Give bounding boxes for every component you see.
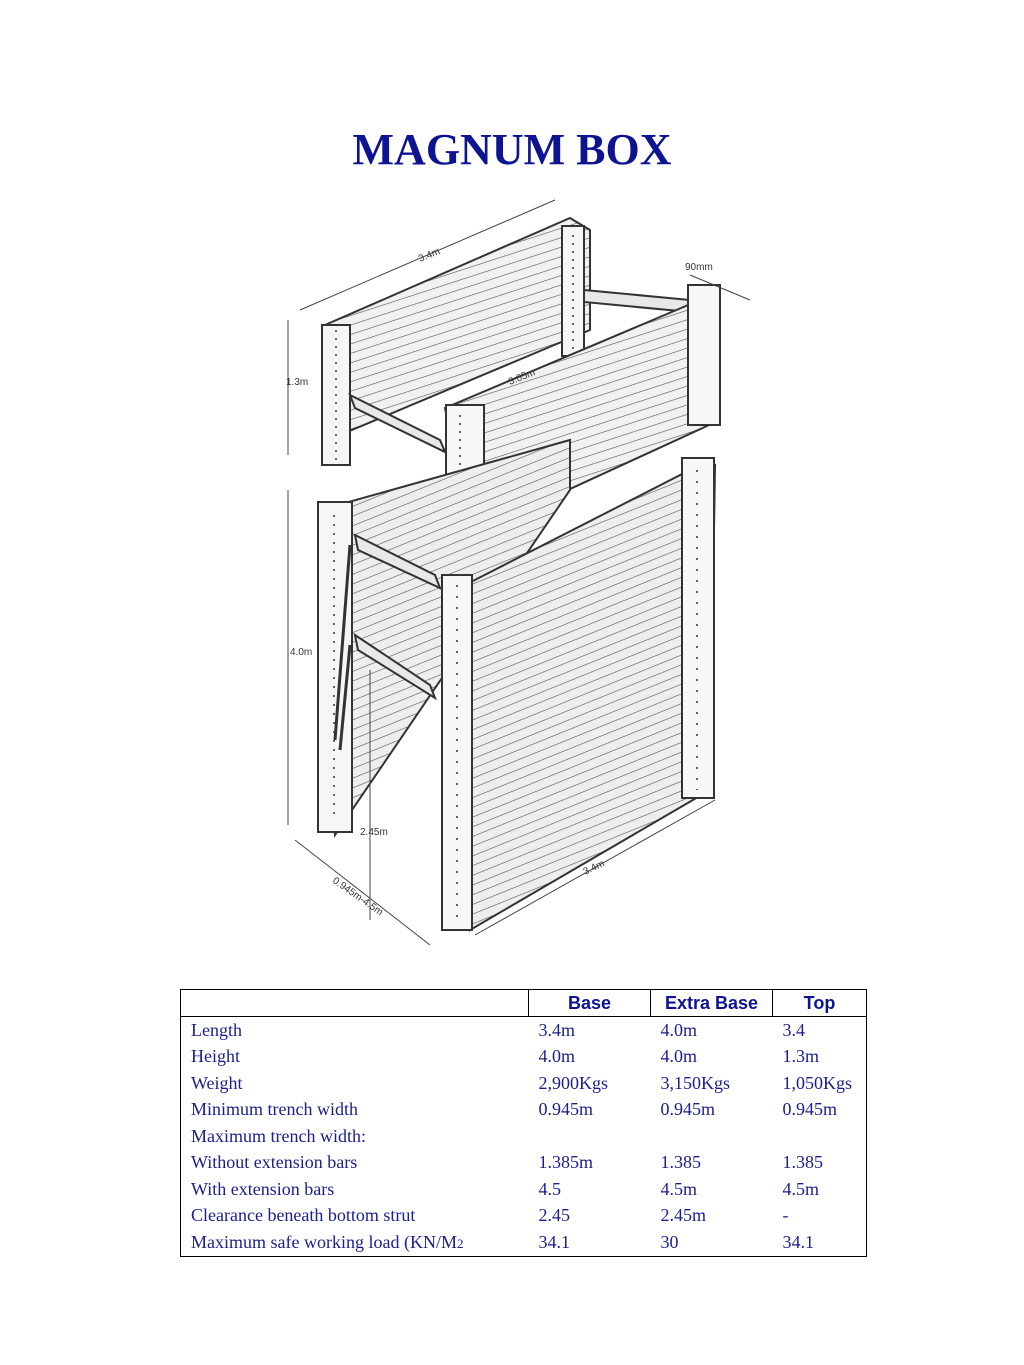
dim-base-height: 4.0m [290, 647, 313, 658]
row-label: Maximum safe working load (KN/M [191, 1231, 457, 1252]
table-row: Height 4.0m 4.0m 1.3m [181, 1044, 867, 1071]
table-row: Length 3.4m 4.0m 3.4 [181, 1017, 867, 1044]
dim-clearance: 2.45m [360, 827, 388, 838]
header-empty [181, 990, 529, 1017]
header-base: Base [529, 990, 651, 1017]
dim-trench-width: 0.945m-4.5m [330, 875, 385, 919]
table-row: Minimum trench width 0.945m 0.945m 0.945m [181, 1097, 867, 1124]
table-row: Without extension bars 1.385m 1.385 1.385 [181, 1150, 867, 1177]
table-header-row [181, 990, 867, 1017]
table-row: Maximum trench width: [181, 1123, 867, 1150]
trench-box-drawing [270, 190, 770, 955]
dim-top-height: 1.3m [286, 377, 309, 388]
header-top: Top [773, 990, 867, 1017]
table-row: Maximum safe working load (KN/M2 34.1 30 34.1 [181, 1229, 867, 1256]
table-row: With extension bars 4.5 4.5m 4.5m [181, 1176, 867, 1203]
header-extra-base: Extra Base [651, 990, 773, 1017]
row-label-subscript: 2 [456, 1235, 464, 1251]
trench-box-illustration [270, 190, 770, 955]
dim-base-length: 3.4m [581, 858, 607, 878]
dim-inner-length: 3.05m [507, 367, 537, 388]
specs-table [180, 989, 867, 1257]
table-row: Weight 2,900Kgs 3,150Kgs 1,050Kgs [181, 1070, 867, 1097]
page-title: MAGNUM BOX [352, 125, 672, 174]
table-row: Clearance beneath bottom strut 2.45 2.45m - [181, 1203, 867, 1230]
dim-wall-thickness: 90mm [685, 262, 713, 273]
dim-top-length: 3.4m [417, 246, 442, 265]
